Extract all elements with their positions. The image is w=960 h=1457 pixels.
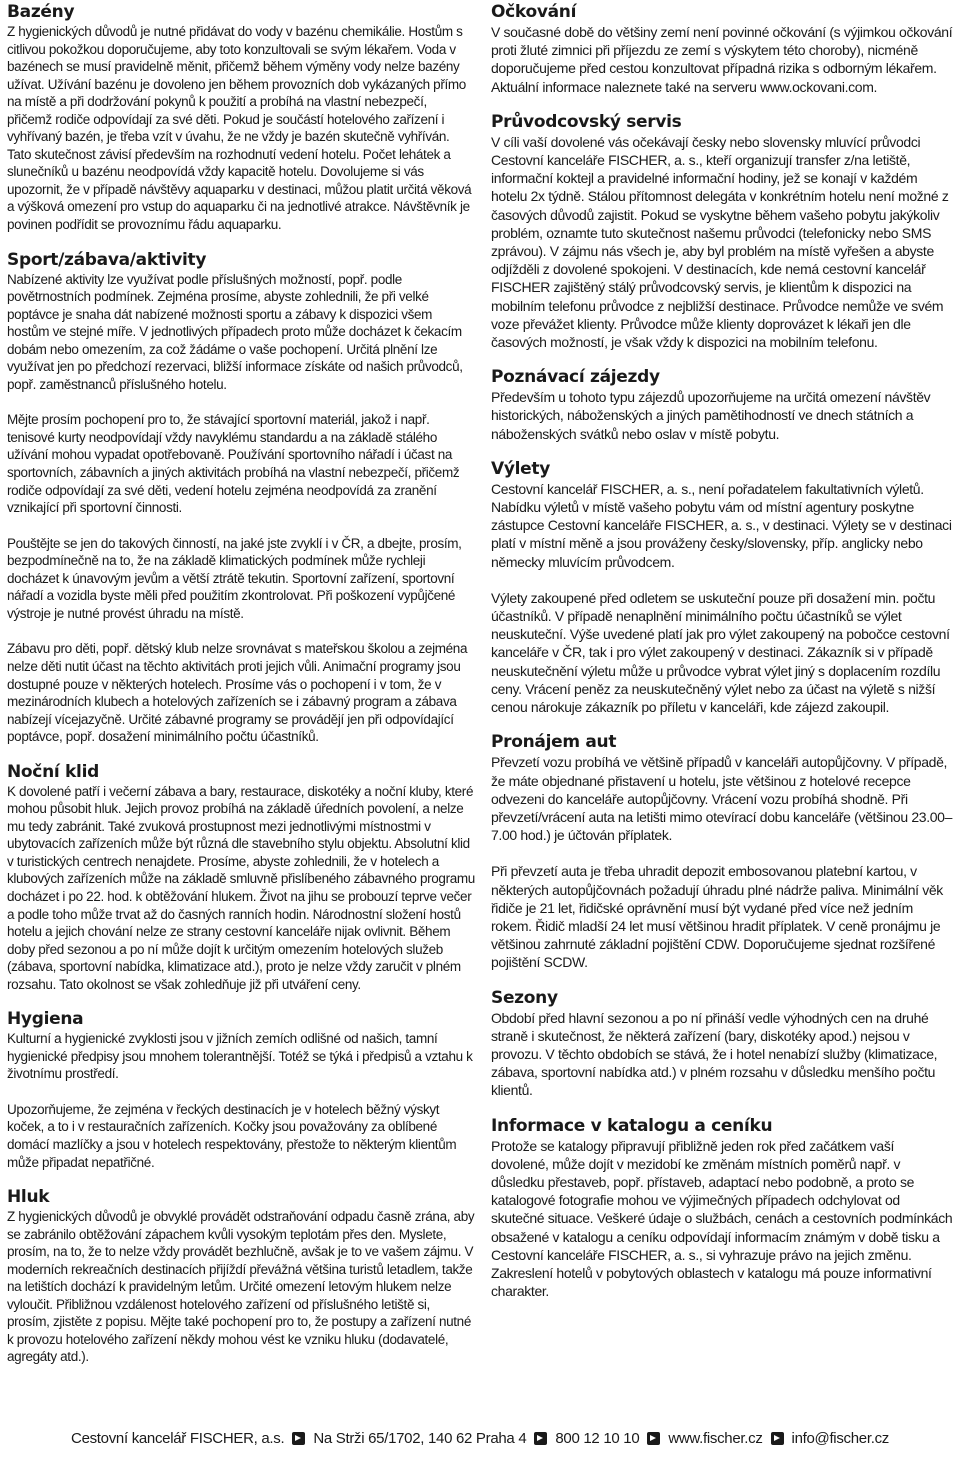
paragraph: K dovolené patří i večerní zábava a bary, restaurace, diskotéky a noční kluby, které mohou působit hluk. Jejich provoz probíhá na základě úředních povolení, a nelze mu tedy zabránit. Také zvuková prostupnost mezi jednotlivými místnostmi v ubytovacích zařízeních může být různá dle stavebního stylu objektu. Absolutní klid v turistických centrech nenajdete. Prosíme, abyste zohlednili, že v hotelech a klubových zařízeních může na základě smluvně přislíbeného zábavného programu docházet i po 22. hod. k obtěžování hlukem. Život na jihu se probouzí teprve večer a podle toho může trvat až do časných ranních hodin. Národnostní složení hostů hotelu a jejich chování nelze ze strany cestovní kanceláře nijak ovlivnit. Během doby před sezonou a po ní může dojít k určitým omezením hotelových služeb (zábava, sportovní nabídka, klimatizace atd.), proto je nelze vždy zaručit v plném rozsahu. Tato okolnost se však zohledňuje již při utváření ceny.: [7, 783, 475, 992]
footer-phone: 800 12 10 10: [555, 1430, 640, 1447]
footer-company: Cestovní kancelář FISCHER, a.s.: [71, 1430, 285, 1447]
arrow-icon: [771, 1432, 784, 1445]
paragraph: Pouštějte se jen do takových činností, na jaké jste zvyklí i v ČR, a dbejte, prosím, bezpodmínečně na to, že na základě klimatických podmínek může rychleji docházet k únavovým jevům a větší ztrátě tekutin. Sportovní zařízení, sportovní nářadí a vozidla byste měli před použitím zkontrolovat. Při poškození vypůjčené výstroje je nutné provést úhradu na místě.: [7, 535, 462, 621]
paragraph: V cíli vaší dovolené vás očekávají česky nebo slovensky mluvící průvodci Cestovní kanceláře FISCHER, a. s., kteří organizují transfer z/na letiště, informační koktejl a pravidelné informační hodiny, jež se konají v každém hotelu 2x týdně. Stálou přítomnost delegáta v konkrétním hotelu není možné z časových důvodů zajistit. Pokud se vyskytne během vašeho pobytu jakýkoliv problém, oznamte tuto skutečnost našemu průvodci (telefonicky nebo SMS zprávou). V zájmu nás všech je, aby byl problém na místě vyřešen a abyste odjížděli z dovolené spokojeni. V destinacích, kde nemá cestovní kancelář FISCHER zajištěný stálý průvodcovský servis, je klientům k dispozici na mobilním telefonu průvodce z nejbližší destinace. Průvodce nemůže ve svém voze převážet klienty. Průvodce může klienty doprovázet k lékaři jen dle časových možností, je však vždy k dispozici na mobilním telefonu.: [491, 133, 949, 351]
paragraph: Protože se katalogy připravují přibližně jeden rok před začátkem vaší dovolené, může dojít v mezidobí ke změnám místních poměrů např. v důsledku přestaveb, popř. přístaveb, adaptací nebo podobně, a proto se katalogové fotografie mohou ve výjimečných případech odchylovat od skutečné situace. Veškeré údaje o službách, cenách a cestovních podmínkách obsažené v katalogu a ceníku odpovídají informacím známým v době tisku a Cestovní kanceláře FISCHER, a. s., si vyhrazuje právo na jejich změnu. Zakreslení hotelů v pobytových oblastech v katalogu má pouze informativní charakter.: [491, 1137, 953, 1300]
section-heading: Sezony: [491, 987, 558, 1008]
section-sezony: [491, 988, 953, 1100]
section-heading: Bazény: [7, 2, 75, 22]
section-heading: Očkování: [491, 2, 577, 22]
right-column: [491, 2, 953, 1316]
paragraph: Při převzetí auta je třeba uhradit depozit embosovanou platební kartou, v některých autopůjčovnách požadují úhradu plné nádrže paliva. Minimální věk řidiče je 21 let, řidičské oprávnění musí být vydané před více než jedním rokem. Řidič mladší 24 let musí většinou hradit příplatek. V ceně pronájmu je většinou zahrnuté základní pojištění CDW. Doporučujeme sjednat rozšířené pojištění SCDW.: [491, 863, 943, 971]
section-nocni-klid: [7, 762, 475, 994]
section-sport: [7, 250, 475, 746]
section-hygiena: [7, 1009, 475, 1171]
section-pruvodcovsky-servis: [491, 112, 953, 351]
paragraph: Kulturní a hygienické zvyklosti jsou v jižních zemích odlišné od našich, tamní hygienické předpisy jsou mnohem tolerantnější. Totéž se týká i předpisů a vztahu k životnímu prostředí.: [7, 1031, 473, 1082]
paragraph: Z hygienických důvodů je nutné přidávat do vody v bazénu chemikálie. Hostům s citlivou pokožkou doporučujeme, aby toto konzultovali se svým lékařem. Voda v bazénech se musí pravidelně měnit, přičemž během výměny vody nelze bazény užívat. Užívání bazénu je dovoleno jen během provozních dob vykázaných přímo na místě a při dodržování pokynů k použití a probíhá na vlastní nebezpečí, přičemž rodiče odpovídají za své děti. Pokud je součástí hotelového zařízení i vyhřívaný bazén, je třeba vzít v úvahu, že ne vždy je bazén skutečně vyhříván. Tato skutečnost závisí především na rozhodnutí vedení hotelu. Počet lehátek a slunečníků u bazénu neodpovídá vždy kapacitě hotelu. Dovolujeme si vás upozornit, že v případě návštěvy aquaparku v destinaci, můžou platit určitá věková a výšková omezení pro vstup do aquaparku či na jednotlivé atrakce. Návštěvník je povinen podřídit se provoznímu řádu aquaparku.: [7, 24, 472, 233]
section-heading: Hluk: [7, 1187, 50, 1208]
section-ockovani: [491, 2, 953, 96]
paragraph: Upozorňujeme, že zejména v řeckých destinacích je v hotelech běžný výskyt koček, a to i v restauračních zařízeních. Kočky jsou považovány za oblíbené domácí mazlíčky a jsou v hotelech respektovány, přestože to některým klientům může připadat nepatřičné.: [7, 1101, 457, 1170]
section-bazeny: [7, 2, 475, 234]
section-vylety: [491, 459, 953, 716]
arrow-icon: [534, 1432, 547, 1445]
paragraph: Zábavu pro děti, popř. dětský klub nelze srovnávat s mateřskou školou a zejména nelze děti nutit účast na těchto aktivitách proti jejich vůli. Animační programy jsou dostupné pouze v některých hotelech. Prosíme vás o pochopení i v tom, že v mezinárodních klubech a hotelových zařízeních se i zábavný program a zábava nabízejí vícejazyčně. Určité zábavné programy se provádějí jen při odpovídající poptávce, popř. dosažení minimálního počtu účastníků.: [7, 641, 468, 745]
paragraph: Z hygienických důvodů je obvyklé provádět odstraňování odpadu časně zrána, aby se zabránilo obtěžování zápachem kvůli vysokým teplotám přes den. Myslete, prosím, na to, že to nelze vždy provádět bezhlučně, avšak je to ve vašem zájmu. V moderních rekreačních destinacích přijíždí převážná většina turistů letadlem, takže na letištích dochází k pravidelným letům. Určité omezení letovým hlukem nelze vyloučit. Přibližnou vzdálenost hotelového zařízení od příslušného letiště si, prosím, zjistěte z popisu. Mějte také pochopení pro to, že postupy a zařízení nutné k provozu hotelového zařízení někdy mohou vést ke vzniku hluku (dodavatelé, agregáty atd.).: [7, 1209, 475, 1365]
footer-email-link[interactable]: info@fischer.cz: [791, 1430, 889, 1447]
paragraph: Mějte prosím pochopení pro to, že stávající sportovní materiál, jakož i např. tenisové kurty neodpovídají vždy navyklému standardu a na základě stálého užívání mohou vypadat opotřebovaně. Používání sportovního nářadí i účast na sportovních, zábavních a jiných aktivitách probíhá na vlastní nebezpečí, přičemž rodiče odpovídají za své děti, vedení hotelu zejména neodpovídá za zranění vznikající při sportovní činnosti.: [7, 412, 460, 516]
paragraph: V současné době do většiny zemí není povinné očkování (s výjimkou očkování proti žluté zimnici při příjezdu ze zemí s výskytem této choroby), nicméně doporučujeme před cestou konzultovat případná rizika s odborným lékařem. Aktuální informace naleznete také na serveru www.ockovani.com.: [491, 24, 953, 95]
paragraph: Období před hlavní sezonou a po ní přináší vedle výhodných cen na druhé straně i skutečnost, že některá zařízení (bary, diskotéky apod.) nejsou v provozu. V těchto obdobích se stává, že i hotel nenabízí služby (klimatizace, zábava, sportovní nabídka atd.) v plném rozsahu v důsledku menšího počtu klientů.: [491, 1009, 938, 1099]
section-heading: Sport/zábava/aktivity: [7, 249, 207, 270]
section-poznavaci-zajezdy: [491, 367, 953, 443]
section-heading: Noční klid: [7, 761, 99, 782]
section-heading: Průvodcovský servis: [491, 111, 682, 132]
section-hluk: [7, 1187, 475, 1366]
footer-contact-bar: [0, 1430, 960, 1447]
paragraph: Výlety zakoupené před odletem se uskuteční pouze při dosažení min. počtu účastníků. V případě nenaplnění minimálního počtu účastníků se výlet neuskuteční. Výše uvedené platí jak pro výlet zakoupený na pobočce cestovní kanceláře v ČR, tak i pro výlet zakoupený v destinaci. Zákazník si v případě neuskutečnění výletu může u průvodce vybrat výlet jiný s doplacením rozdílu ceny. Vrácení peněz za neuskutečněný výlet nebo za účast na výletě s nižší cenou nárokuje zákazník po příletu v kanceláři, kde zájezd zakoupil.: [491, 589, 950, 716]
arrow-icon: [292, 1432, 305, 1445]
section-heading: Informace v katalogu a ceníku: [491, 1115, 773, 1136]
paragraph: Převzetí vozu probíhá ve většině případů v kanceláři autopůjčovny. V případě, že máte objednané přistavení u hotelu, jste většinou z hotelové recepce odvezeni do kanceláře autopůjčovny. Vrácení vozu probíhá shodně. Při převzetí/vrácení auta na letišti mimo otevírací dobu kanceláře (většinou 23.00–7.00 hod.) je účtován příplatek.: [491, 754, 953, 844]
section-pronajem-aut: [491, 732, 953, 971]
left-column: [7, 2, 475, 1382]
section-heading: Hygiena: [7, 1009, 84, 1030]
section-heading: Poznávací zájezdy: [491, 367, 660, 388]
footer-web-link[interactable]: www.fischer.cz: [668, 1430, 763, 1447]
paragraph: Především u tohoto typu zájezdů upozorňujeme na určitá omezení návštěv historických, náboženských a jiných pamětihodností ve dnech státních a náboženských svátků nebo oslav v místě pobytu.: [491, 389, 931, 442]
arrow-icon: [647, 1432, 660, 1445]
paragraph: Nabízené aktivity lze využívat podle příslušných možností, popř. podle povětrnostních podmínek. Zejména prosíme, abyste zohlednili, že při velké poptávce je snaha dát nabízené možnosti sportu a zábavy k dispozici všem hostům ve stejné míře. V jednotlivých případech proto může docházet k čekacím dobám nebo omezením, za což žádáme o vaše pochopení. Určitá plnění lze využívat jen po předchozí rezervaci, bližší informace získáte od našich průvodců, popř. zaměstnanců příslušného hotelu.: [7, 271, 463, 392]
section-informace-v-katalogu: [491, 1116, 953, 1301]
paragraph: Cestovní kancelář FISCHER, a. s., není pořadatelem fakultativních výletů. Nabídku výletů v místě vašeho pobytu vám od místní agentury poskytne zástupce Cestovní kanceláře FISCHER, a. s., v destinaci. Výlety se v destinaci platí v místní měně a jsou prováženy česky/slovensky, příp. anglicky nebo německy mluvícím průvodcem.: [491, 480, 952, 570]
section-heading: Výlety: [491, 458, 551, 479]
section-heading: Pronájem aut: [491, 732, 617, 753]
footer-address: Na Strži 65/1702, 140 62 Praha 4: [313, 1430, 527, 1447]
